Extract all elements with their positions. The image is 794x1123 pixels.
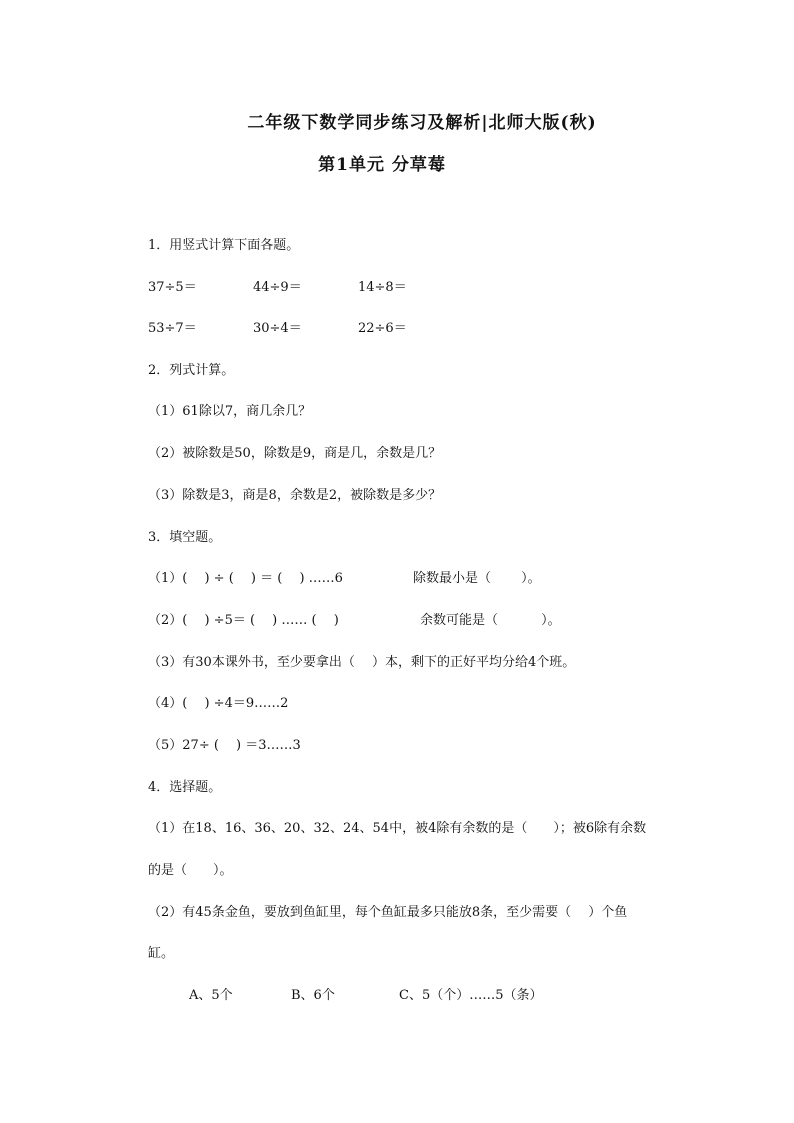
- q2-item: （2）被除数是50，除数是9，商是几，余数是几？: [148, 446, 442, 461]
- unit-subtitle: 第1单元 分草莓: [318, 155, 446, 175]
- q1-expr: 14÷8＝: [358, 280, 407, 295]
- q4-item1-line1: （1）在18、16、36、20、32、24、54中，被4除有余数的是（ ）；被6除有余数: [148, 821, 647, 836]
- q4-item2-line1: （2）有45条金鱼，要放到鱼缸里，每个鱼缸最多只能放8条，至少需要（ ）个鱼: [148, 905, 628, 920]
- q3-item2-expression: （2）( ) ÷5＝ ( ) …… ( ): [148, 613, 339, 628]
- q2-item: （3）除数是3，商是8，余数是2，被除数是多少？: [148, 488, 442, 503]
- q4-item1-line2: 的是（ ）。: [148, 863, 233, 878]
- q3-item2-blank-prompt: 余数可能是（ ）。: [420, 613, 561, 628]
- q3-item4: （4）( ) ÷4＝9……2: [148, 696, 289, 711]
- q1-expr: 37÷5＝: [148, 280, 197, 295]
- q3-item1-expression: （1）( ) ÷ ( ) ＝ ( ) ……6: [148, 571, 343, 586]
- q1-heading: 1．用竖式计算下面各题。: [148, 238, 300, 253]
- q3-item3: （3）有30本课外书，至少要拿出（ ）本，剩下的正好平均分给4个班。: [148, 655, 576, 670]
- document-title: 二年级下数学同步练习及解析|北师大版(秋): [247, 113, 597, 133]
- q4-heading: 4．选择题。: [148, 780, 222, 795]
- q1-expr: 44÷9＝: [253, 280, 302, 295]
- q1-expr: 53÷7＝: [148, 321, 197, 336]
- q2-item: （1）61除以7，商几余几？: [148, 404, 312, 419]
- q3-heading: 3．填空题。: [148, 530, 222, 545]
- q1-expr: 22÷6＝: [358, 321, 407, 336]
- q4-option-a: A、5个: [189, 988, 233, 1003]
- q4-option-c: C、5（个）……5（条）: [399, 988, 543, 1003]
- q4-item2-line2: 缸。: [148, 946, 175, 961]
- q1-expr: 30÷4＝: [253, 321, 302, 336]
- q3-item5: （5）27÷ ( ) ＝3……3: [148, 738, 301, 753]
- q4-option-b: B、6个: [291, 988, 335, 1003]
- q2-heading: 2．列式计算。: [148, 363, 235, 378]
- q3-item1-blank-prompt: 除数最小是（ ）。: [413, 571, 541, 586]
